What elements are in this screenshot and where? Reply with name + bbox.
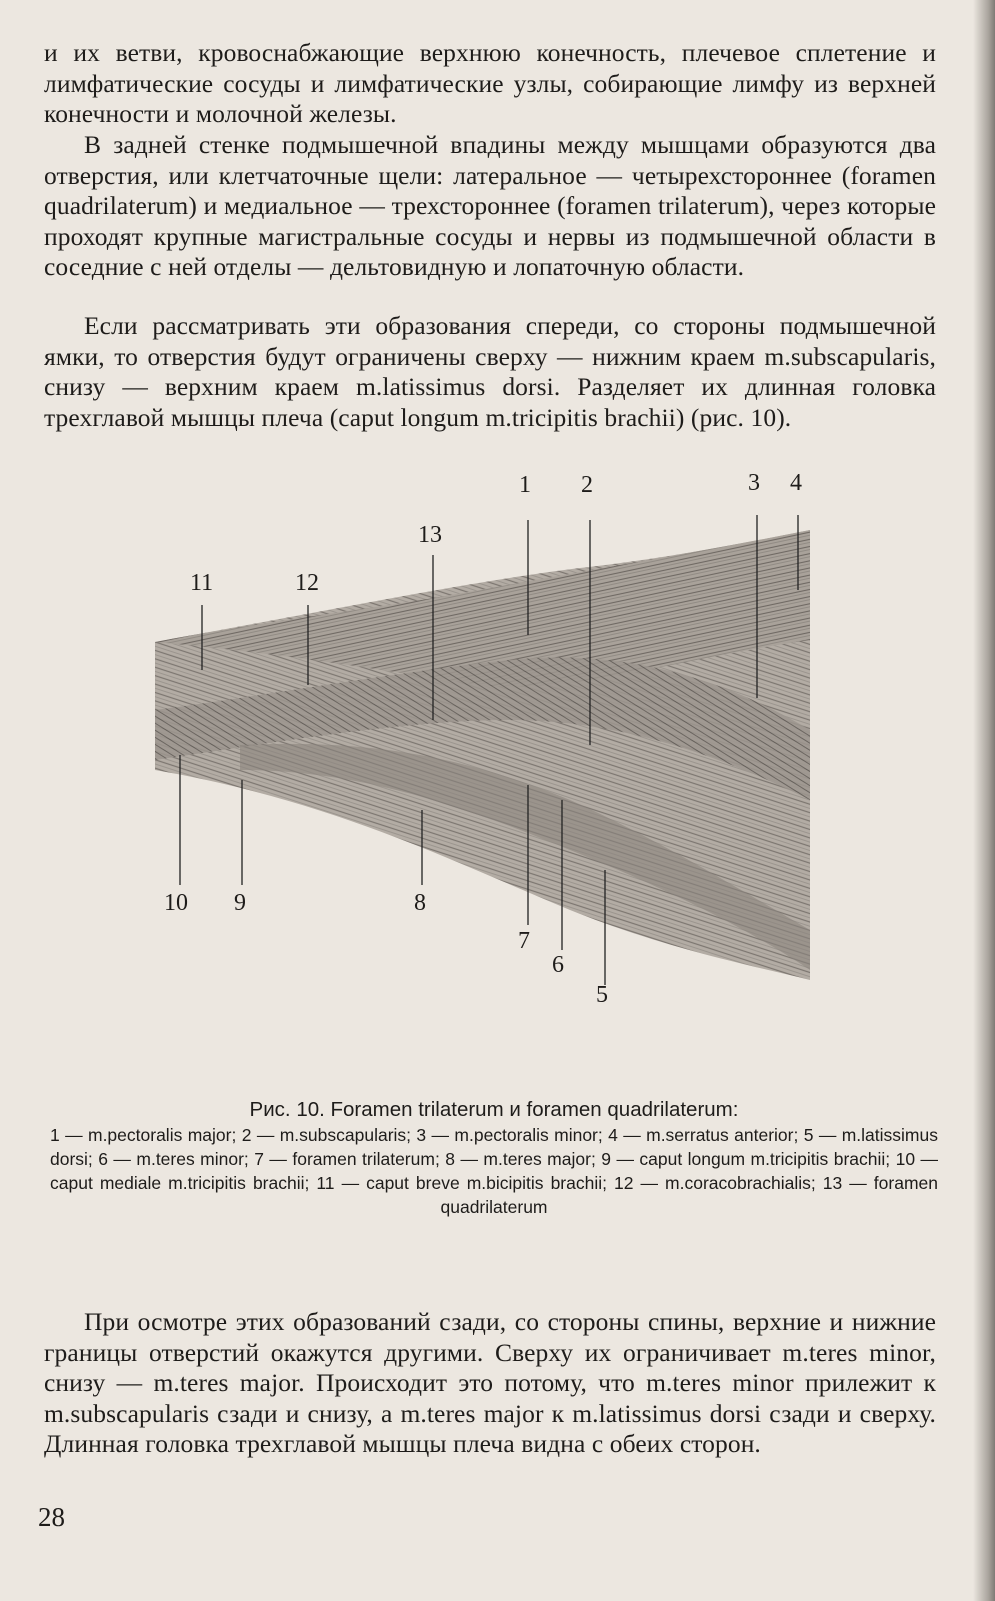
figure-label: 12 — [295, 570, 319, 596]
caption-legend: 1 — m.pectoralis major; 2 — m.subscapularis; 3 — m.pectoralis minor; 4 — m.serratus anterior; 5 — m.latissimus dorsi; 6 — m.teres minor; 7 — foramen trilaterum; 8 — m.teres major; 9 — caput longum m.tricipitis brachii; 10 — caput mediale m.tricipitis brachii; 11 — caput breve m.bicipitis brachii; 12 — m.coracobrachialis; 13 — foramen quadrilaterum — [50, 1125, 938, 1217]
anatomy-illustration — [150, 470, 940, 1030]
paragraph-4: При осмотре этих образований сзади, со стороны спины, верхние и нижние границы отверстий окажутся другими. Сверху их ограничивает m.teres minor, снизу — m.teres major. Происходит это потому, что m.teres minor прилежит к m.subscapularis сзади и снизу, а m.teres major к m.latissimus dorsi сзади и сверху. Длинная головка трехглавой мышцы плеча видна с обеих сторон. — [44, 1307, 936, 1458]
figure-label: 7 — [518, 928, 530, 954]
figure-label: 1 — [519, 472, 531, 498]
figure-label: 9 — [234, 890, 246, 916]
paragraph-3: Если рассматривать эти образования спереди, со стороны подмышечной ямки, то отверстия будут ограничены сверху — нижним краем m.subscapularis, снизу — верхним краем m.latissimus dorsi. Разделяет их длинная головка трехглавой мышцы плеча (caput longum m.tricipitis brachii) (рис. 10). — [44, 311, 936, 432]
figure-label: 2 — [581, 472, 593, 498]
paragraph-1: и их ветви, кровоснабжающие верхнюю конечность, плечевое сплетение и лимфатические сосуды и лимфатические узлы, собирающие лимфу из верхней конечности и молочной железы. — [44, 38, 936, 128]
caption-title: Рис. 10. Foramen trilaterum и foramen quadrilaterum: — [249, 1098, 739, 1121]
figure-label: 4 — [790, 470, 802, 496]
page-number: 28 — [38, 1502, 65, 1532]
figure-label: 3 — [748, 470, 760, 496]
page-edge-shadow — [973, 0, 995, 1601]
figure-label: 6 — [552, 952, 564, 978]
figure-label: 11 — [190, 570, 214, 596]
figure-caption — [50, 1097, 938, 1219]
figure-label: 13 — [418, 522, 442, 548]
figure-label: 8 — [414, 890, 426, 916]
figure-label: 5 — [596, 982, 608, 1008]
paragraph-2: В задней стенке подмышечной впадины между мышцами образуются два отверстия, или клетчаточные щели: латеральное — четырехстороннее (foramen quadrilaterum) и медиальное — трехстороннее (foramen trilaterum), через которые проходят крупные магистральные сосуды и нервы из подмышечной области в соседние с ней отделы — дельтовидную и лопаточную области. — [44, 130, 936, 281]
anatomy-figure — [150, 470, 940, 1030]
figure-label: 10 — [164, 890, 188, 916]
